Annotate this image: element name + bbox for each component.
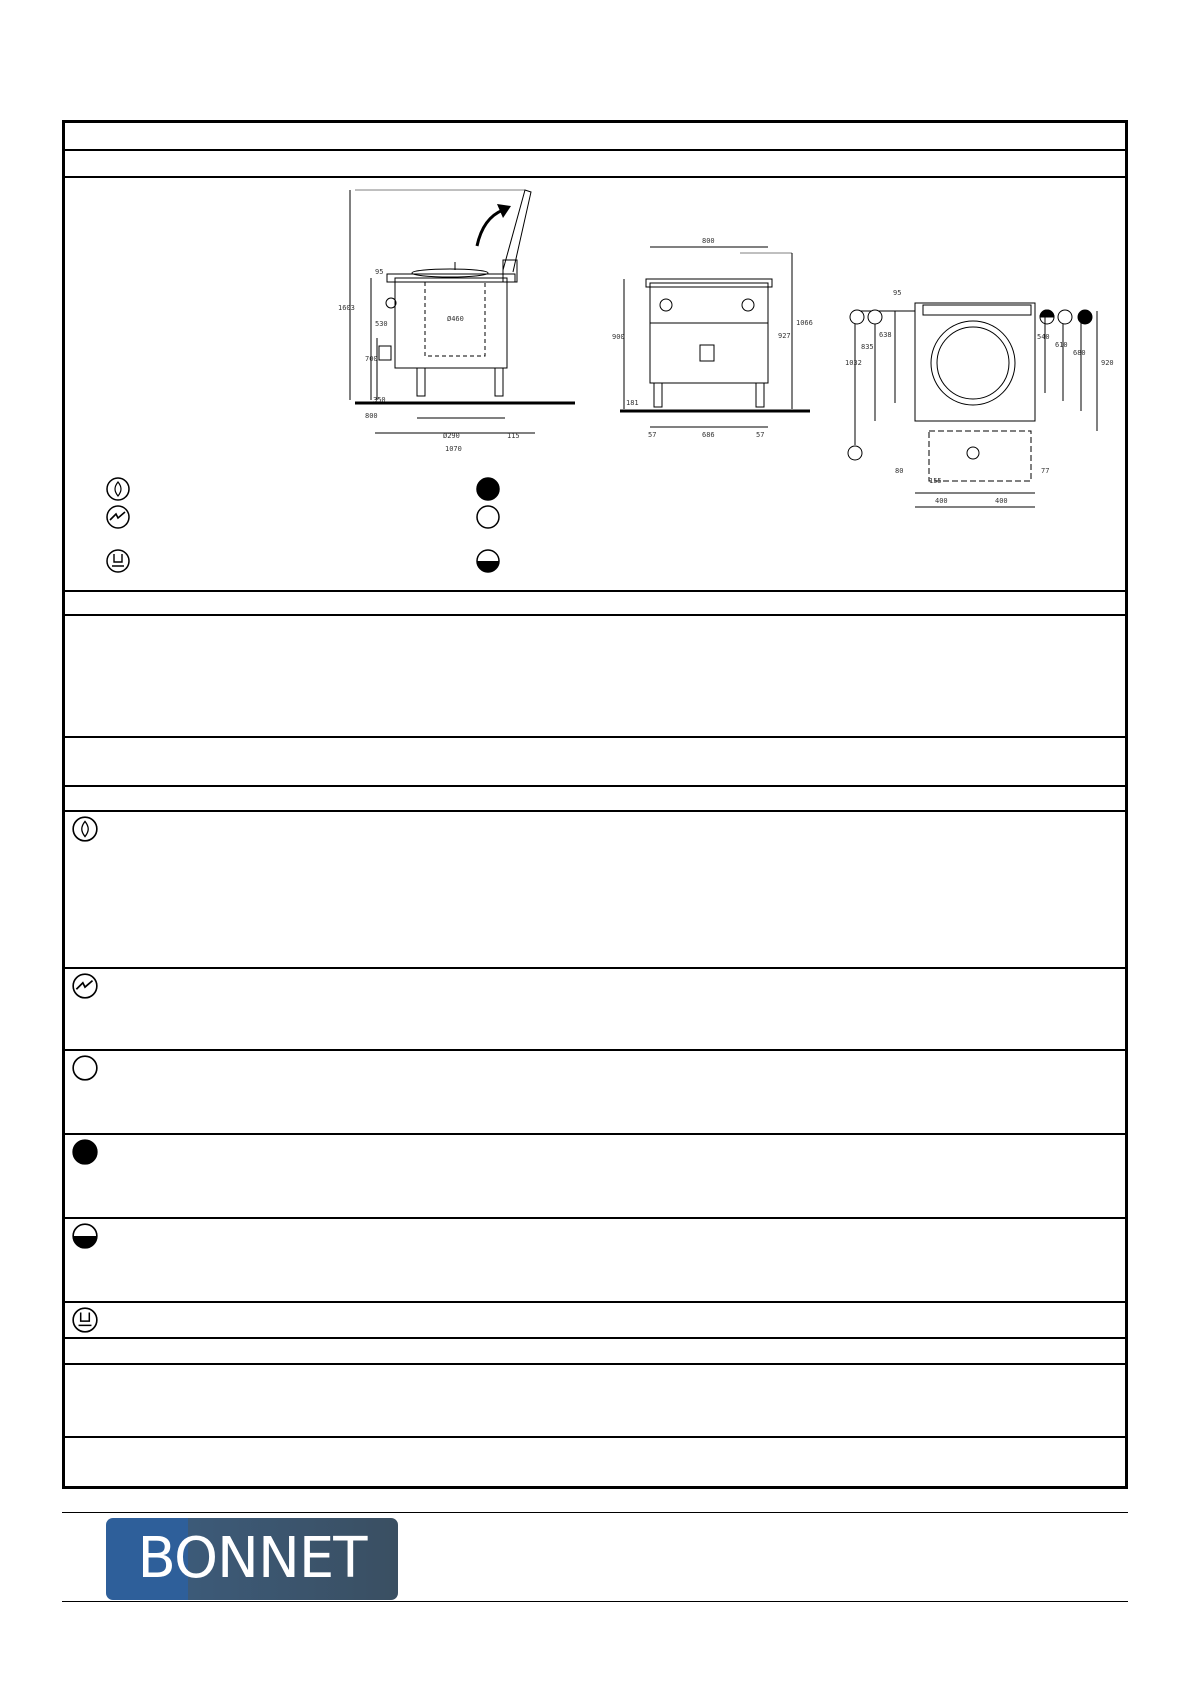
electric-icon [105, 504, 131, 530]
cold-water-icon [475, 504, 501, 530]
gas-flame-icon [105, 476, 131, 502]
front-dim-900: 900 [612, 333, 625, 341]
front-dim-57-left: 57 [648, 431, 657, 439]
side-dim-top: 95 [375, 268, 384, 276]
top-dim-95: 95 [893, 289, 902, 297]
side-dim-diameter: Ø460 [447, 315, 464, 323]
bonnet-logo [106, 1518, 398, 1600]
footer-info-row [65, 1438, 1125, 1486]
soft-water-section-icon [71, 1222, 99, 1250]
side-dim-width: 1070 [445, 445, 462, 453]
top-hot-water-connection-icon [1078, 310, 1092, 324]
drain-section-icon [71, 1306, 99, 1334]
top-dim-540: 540 [1037, 333, 1050, 341]
top-cold-water-connection-icon [1058, 310, 1072, 324]
top-dim-920: 920 [1101, 359, 1114, 367]
top-soft-water-connection-icon [1040, 310, 1054, 317]
bonnet-logo-text: BONNET [137, 1526, 367, 1591]
options-row [65, 738, 1125, 787]
top-dim-610: 610 [1055, 341, 1068, 349]
top-dim-80: 80 [895, 467, 904, 475]
side-dim-height: 1603 [338, 304, 355, 312]
notes-row [65, 1365, 1125, 1438]
top-view-drawing [845, 283, 1135, 548]
side-dim-800: 800 [365, 412, 378, 420]
front-dim-686: 686 [702, 431, 715, 439]
connections-header-row [65, 787, 1125, 812]
hot-water-section-icon [71, 1138, 99, 1166]
side-dim-700: 700 [365, 355, 378, 363]
side-dim-115: 115 [507, 432, 520, 440]
top-drain-connection-icon [848, 446, 862, 460]
top-dim-155: 155 [929, 477, 942, 485]
hot-water-section [65, 1135, 1125, 1219]
drain-icon [105, 548, 131, 574]
gas-section-icon [71, 815, 99, 843]
front-dim-181: 181 [626, 399, 639, 407]
front-dim-width: 800 [702, 237, 715, 245]
side-dim-ø290: Ø290 [443, 432, 460, 440]
top-electric-connection-icon [850, 310, 864, 324]
subtitle-row [65, 151, 1125, 178]
side-view-drawing [335, 178, 655, 478]
top-dim-77: 77 [1041, 467, 1050, 475]
top-gas-connection-icon [868, 310, 882, 324]
footer-divider-top [62, 1512, 1128, 1513]
title-row [65, 123, 1125, 151]
electric-section [65, 969, 1125, 1051]
top-dim-680: 680 [1073, 349, 1086, 357]
top-dim-638: 638 [879, 331, 892, 339]
footer-divider-bottom [62, 1601, 1128, 1602]
soft-water-section [65, 1219, 1125, 1303]
gas-section [65, 812, 1125, 969]
description-row [65, 616, 1125, 738]
notes-header-row [65, 1339, 1125, 1365]
drain-section [65, 1303, 1125, 1339]
front-dim-1066: 1066 [796, 319, 813, 327]
drawings-section [65, 178, 1125, 593]
cold-water-section [65, 1051, 1125, 1135]
top-dim-835: 835 [861, 343, 874, 351]
description-header-row [65, 590, 1125, 616]
half-filled-circle-icon [475, 548, 501, 574]
spec-sheet [62, 120, 1128, 1489]
top-dim-400-left: 400 [935, 497, 948, 505]
side-dim-350: 350 [373, 396, 386, 404]
front-dim-57-right: 57 [756, 431, 765, 439]
side-dim-530: 530 [375, 320, 388, 328]
hot-water-icon [475, 476, 501, 502]
top-dim-1032: 1032 [845, 359, 862, 367]
electric-section-icon [71, 972, 99, 1000]
top-dim-400-right: 400 [995, 497, 1008, 505]
front-view-drawing [610, 233, 870, 478]
front-dim-927: 927 [778, 332, 791, 340]
cold-water-section-icon [71, 1054, 99, 1082]
